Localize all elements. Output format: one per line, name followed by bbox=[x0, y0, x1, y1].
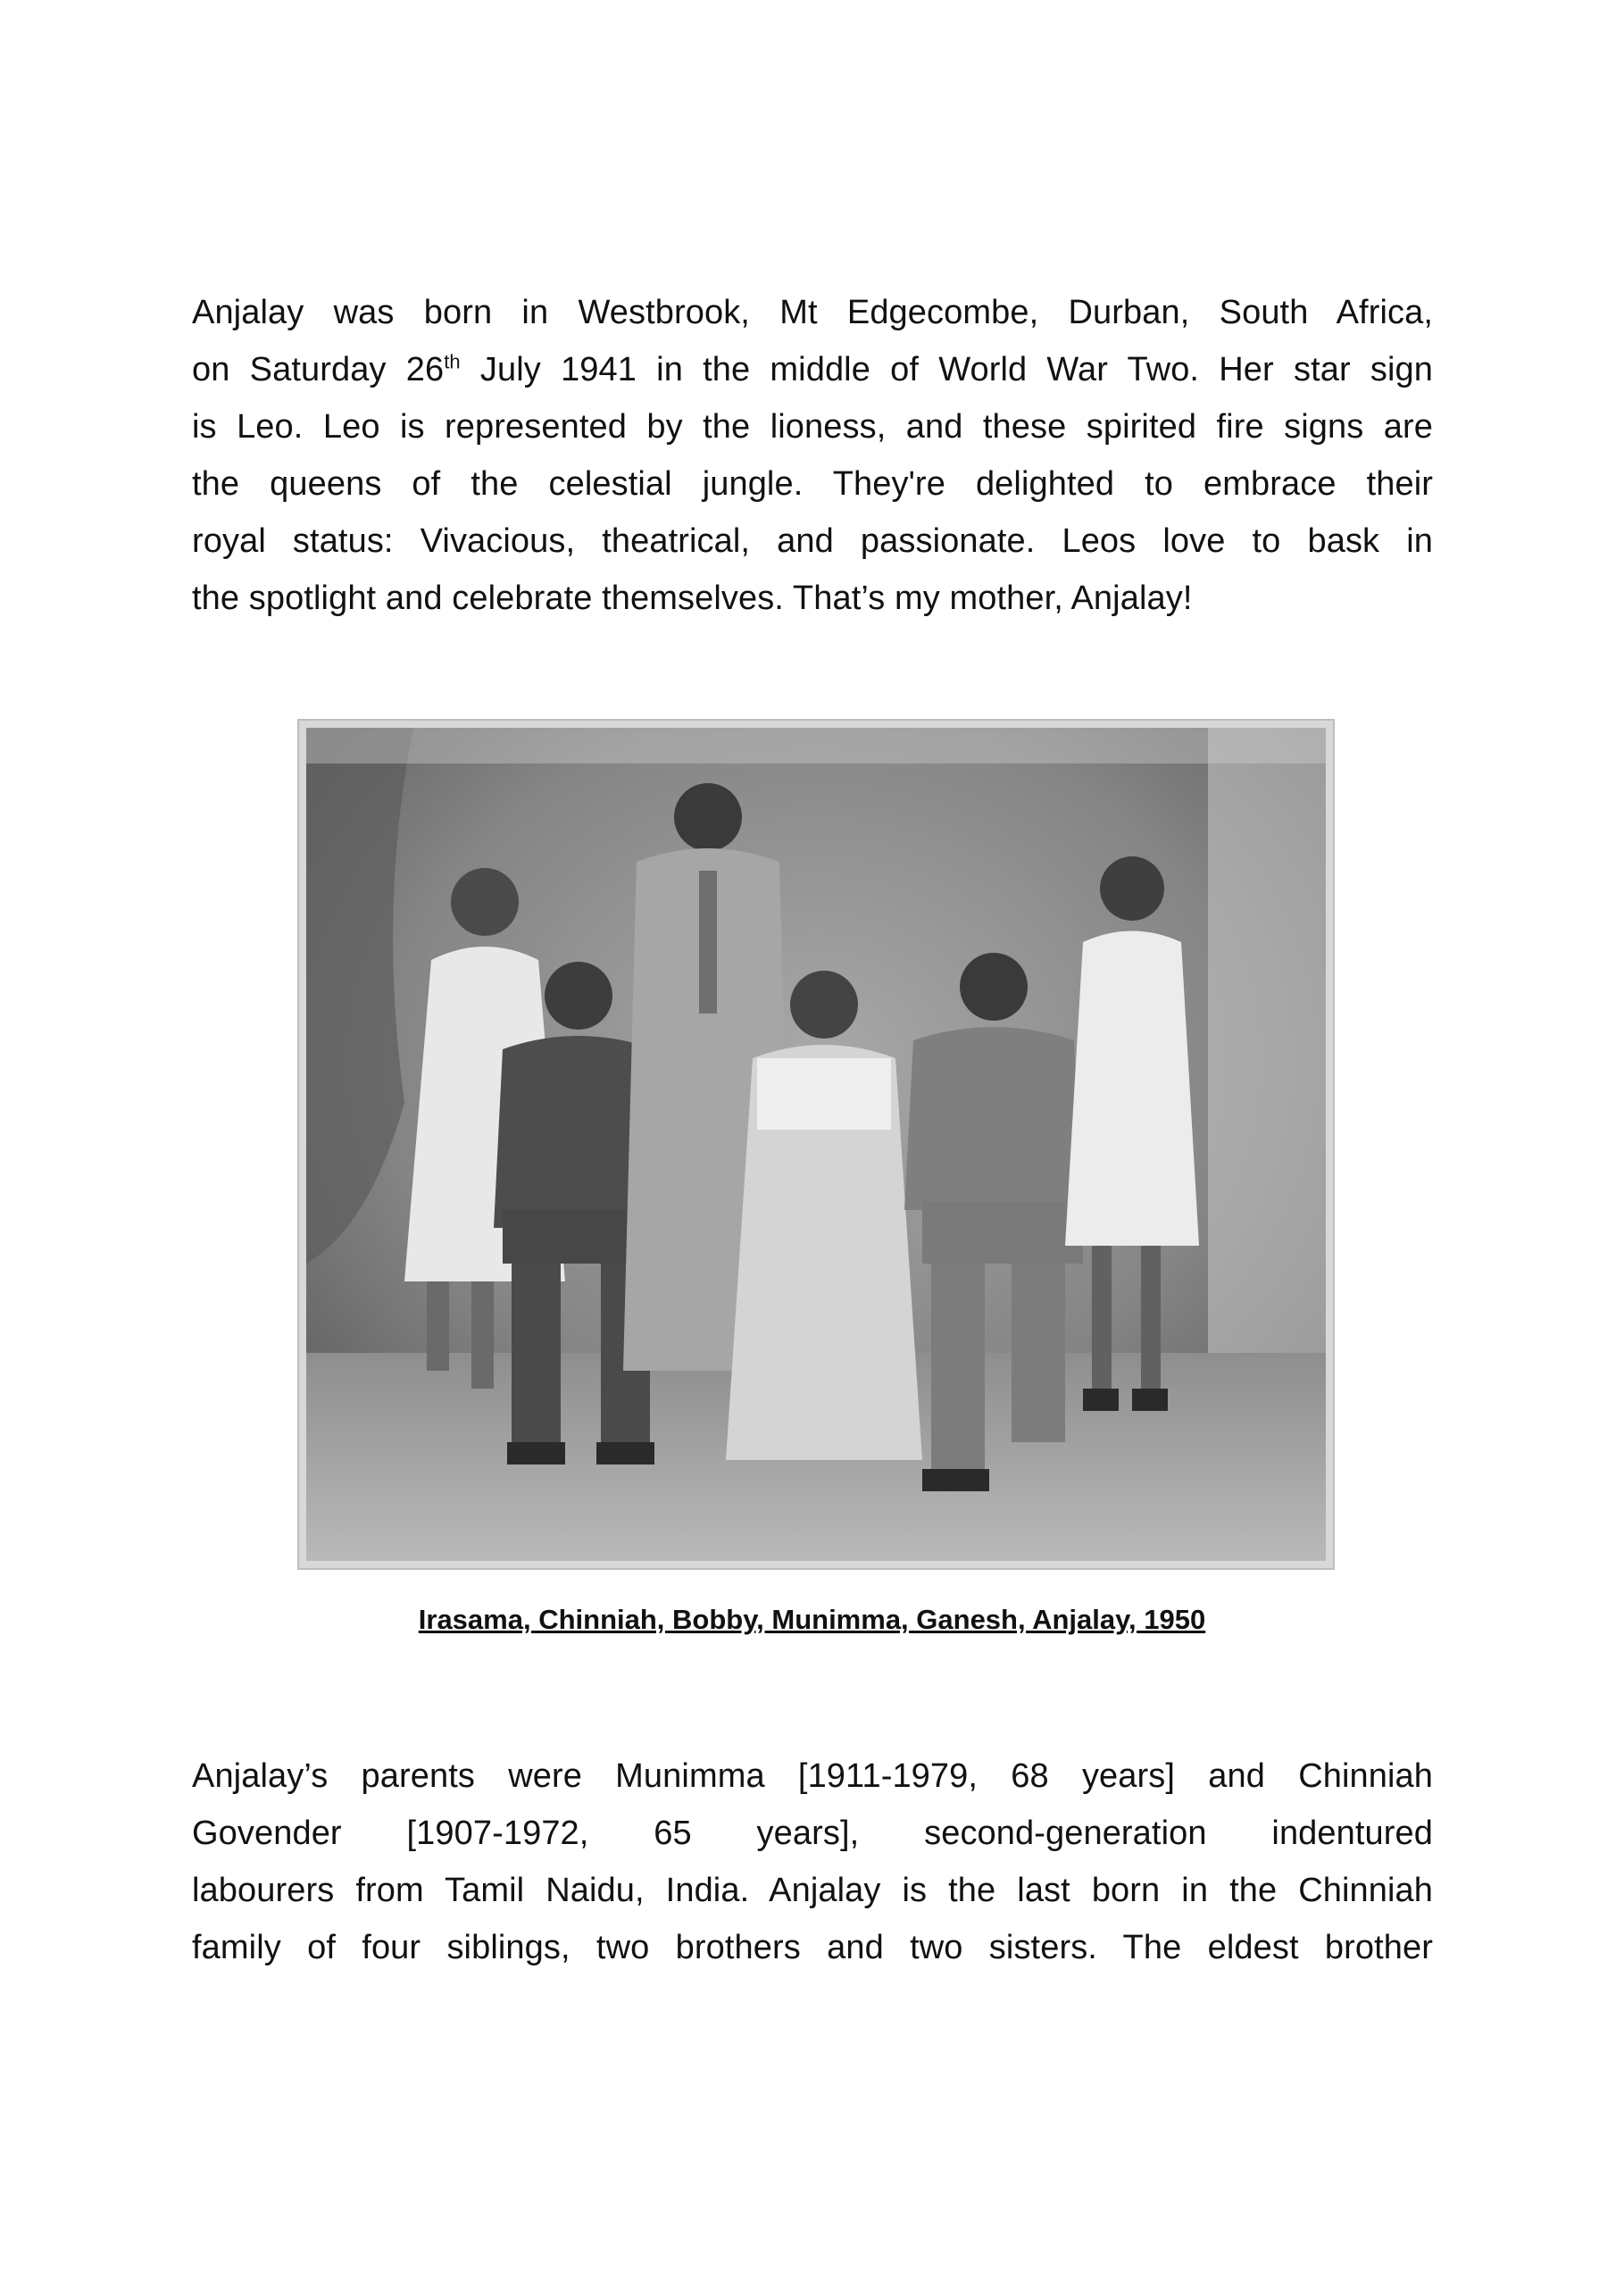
paragraph-line: Anjalay’s parents were Munimma [1911-1979, 68 years] and Chinniah bbox=[192, 1757, 1433, 1795]
photo-caption: Irasama, Chinniah, Bobby, Munimma, Ganesh, Anjalay, 1950 bbox=[418, 1604, 1206, 1635]
paragraph-line: labourers from Tamil Naidu, India. Anjalay is the last born in the Chinniah bbox=[192, 1872, 1433, 1909]
paragraph-line: Govender [1907-1972, 65 years], second-generation indentured bbox=[192, 1815, 1433, 1852]
paragraph-line bbox=[192, 341, 1433, 398]
date-text-rest: July 1941 in the middle of World War Two. Her star sign bbox=[460, 351, 1433, 388]
paragraph-line: is Leo. Leo is represented by the lioness, and these spirited fire signs are bbox=[192, 408, 1433, 446]
paragraph-line: royal status: Vivacious, theatrical, and passionate. Leos love to bask in bbox=[192, 522, 1433, 560]
paragraph-line: family of four siblings, two brothers and two sisters. The eldest brother bbox=[192, 1929, 1433, 1966]
paragraph-line: the spotlight and celebrate themselves. That’s my mother, Anjalay! bbox=[192, 580, 1193, 617]
ordinal-suffix: th bbox=[444, 350, 461, 373]
family-photo-illustration bbox=[306, 728, 1326, 1561]
paragraph-line: the queens of the celestial jungle. They're delighted to embrace their bbox=[192, 465, 1433, 503]
paragraph-line: Anjalay was born in Westbrook, Mt Edgecombe, Durban, South Africa, bbox=[192, 294, 1433, 331]
family-photo-image bbox=[306, 728, 1326, 1561]
parents-paragraph bbox=[192, 1748, 1433, 1976]
date-text: on Saturday 26 bbox=[192, 351, 445, 388]
intro-paragraph bbox=[192, 284, 1433, 627]
family-photo bbox=[297, 719, 1335, 1570]
